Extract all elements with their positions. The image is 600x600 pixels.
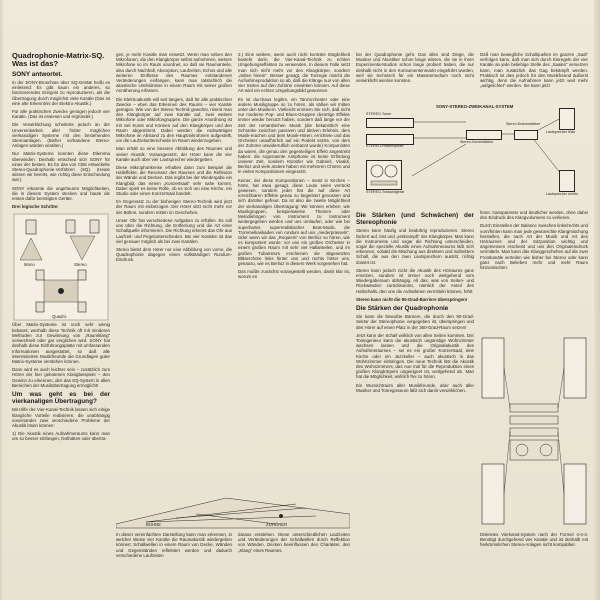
- power-amp-device: [514, 130, 538, 140]
- column-5-top: [480, 52, 588, 102]
- label-zuhoerer: ZUHÖRER: [266, 522, 288, 527]
- paragraph: Stereo kann häufig und beidohrig reproduzieren. Stereo fächert auf, löst und „entkrampft“ der Klangkörper. Man kann die Instrumente und sogar die Richtung unterscheiden, sogar die spezielle Akustik eines Aufnahmeraums läßt sich erkennen, sobald die Mischung aus direktem und indirektem Schall, die aus den zwei Lautsprechern austritt, richtig dosiert ist.: [356, 228, 474, 265]
- label-speaker-right: Lautsprecher rechts: [546, 192, 578, 196]
- column-1: [12, 52, 110, 592]
- label-tape: STEREO-Tonbandgerät: [366, 190, 404, 194]
- column-3: [238, 52, 350, 492]
- column-2: [116, 52, 232, 507]
- tape-reels-icon: [367, 161, 401, 189]
- paragraph: Daß man bewegliche Schallquellen im ganzen „Saal“ verfolgen kann, daß man sich durch Einregeln der vier Kanäle an jede beliebige Stelle des „Saales“ versetzen kann, man zusätzlich das Gag bekämpft werden. Praktisch ist dies jedoch für den Musikfreund äußerst wichtig, denn die Aufnahmen kann jetzt weit mehr „aufgelichtet“ werden. Sie kann jetzt: [480, 52, 588, 89]
- quad-system-figure: [480, 334, 588, 530]
- label-speaker-left: Lautsprecher links: [546, 130, 576, 134]
- stage-listener-figure: [116, 494, 350, 530]
- paragraph: Durch Einstellen der Balance zwischen links/rechts und vorn/hinten kann man jede gewünschte Klangmischung herstellen, die nach Art der Musik und Art des Hörraumes und der Sitzposition wichtig und angemessen erscheint und uns den Originaleindruck vermitteln. Man kann das Klanggeschehen auf die zwei Frontkanäle verteilen wie bisher bei Stereo oder kann ganz nach Belieben mehr und mehr Raum hinzumischen.: [480, 223, 588, 271]
- label-preamp: Stereo-Vorverstärker: [460, 140, 494, 144]
- paragraph: Die Verwirklichung scheiterte jedoch an der Unvereinbarkeit aller früher möglichen vierkanaligen Systeme mit den bestehenden Stereoanlagen. (Bisher vorhandene Stereo-Anlagen würden veralten.): [12, 122, 110, 149]
- paragraph: Man erhält so eine bessere Abbildung des Raumes und seiner Akustik. Vorausgesetzt, der Hörer kann die vier Kanäle auch über vier Lautsprecher wiedergeben.: [116, 146, 232, 162]
- quad-equipment-drawing: [480, 334, 588, 530]
- system-diagram: [356, 104, 590, 204]
- paragraph: Stereo kann nicht die 90-Grad-Barriere überspringen!: [356, 296, 468, 302]
- page-left-edge: [0, 0, 4, 600]
- paragraph: daraus entstehen. Diese unterschiedlichen Laufzeiten und Veränderungen der Schallwellen durch Reflektion von Wänden, Decken beeinflussen den Charakter, den „Klang“ eines Raumes.: [238, 532, 350, 553]
- paragraph: Unser Ohr hat verschiedene Aufgaben zu erfüllen. Es soll uns über die Richtung, die Entfernung und die Art einer Schallquelle informieren. Die Richtung erkennt das Ohr aus Laufzeit- und Pegelunterschieden. Bei vier Kanälen ist das viel genauer möglich als bei zwei Kanälen.: [116, 217, 232, 244]
- figure-caption: Drei logische Schritte:: [12, 204, 59, 210]
- column-4: [356, 210, 474, 595]
- column-5-bottom: [480, 532, 588, 594]
- paragraph: Die Elektroakustik will seit langem, daß für alle praktischen Zwecke – eben das Erkennen des Raums – vier Kanäle genügen. Wie von der Stereo-Technik gewohnt, nimmt man den Klangkörper auf zwei Kanäle auf, zwei weitere Mikrofone oder Mikrofongruppen. Die ganze Anordnung ist mit viel Kunst und Können auf den Klangkörper und den Raum abgestimmt. Dabei werden die rückwärtigen Mikrofone im Abstand zu den Hauptmikrofonen aufgestellt, um die Laufzeitunterschiede im Raum wiederzugeben.: [116, 96, 232, 144]
- paragraph: Diese Mikrophonkreise erhalten dann zum Beispiel die Halleffekte, die Resonanz des Raumes und die Reflexion der Wände und Decken. Das ergibt bei der Wiedergabe ein Klangbild, das einem „Konzertsaal“ sehr nahe kommt. Dabei spielt es keine Rolle, ob es sich um eine Kirche, ein Studio oder einen Konzertsaal handelt.: [116, 165, 232, 197]
- column-5: [480, 210, 588, 330]
- heading-sony: SONY antwortet.: [12, 70, 63, 78]
- paragraph: SONY erkannte die ungeheuren Möglichkeiten, die in diesem System stecken und baute die ersten dafür benötigten Geräte.: [12, 185, 110, 202]
- paragraph: 1) Die Akustik eines Aufnahmeraums kann man um so besser einfangen, festhalten oder übertra-: [12, 431, 110, 442]
- label-mono: Mono: [24, 262, 35, 268]
- label-quadro: Quadro: [52, 314, 67, 320]
- column-2-bottom: [116, 532, 232, 594]
- paragraph: Diskretes Vierkanal-System nach der Formel 4-4-4. Benötigt durchgehend vier Kanäle und ist deshalb mit herkömmlichen Stereo-Anlagen nicht kompatibel.: [480, 532, 588, 548]
- label-tuner: STEREO-Tuner: [366, 112, 392, 116]
- label-buehne: BÜHNE: [146, 522, 162, 527]
- paragraph: Über Matrix-Systeme ist noch sehr wenig bekannt, weshalb diese Technik oft mit minderen Methoden zur Gewinnung von „Raumklang“ verwechselt oder gar verglichen wird. SONY hat deshalb diese Einführungsplatte mit umfassenden Informationen ausgestattet, so daß alle interessierten Musikfreunde die Grundlagen guter Matrix-Systeme verstehen können.: [12, 322, 110, 364]
- speaker-left: [559, 108, 575, 130]
- page-fold: [594, 0, 600, 600]
- preamp-device: [466, 130, 502, 140]
- paragraph: Stereo kann jedoch nicht die Akustik des Hörraums ganz ersetzen, sondern ist immer noch weitgehend vom Wiedergaberaum abhängig. All das, was von Seiten- und Rückwänden zurückkommt, nämlich der Anteil des Hallschalls, den uns die Aufnahmen vermitteln können, fehlt.: [356, 267, 474, 294]
- paragraph: gen, je mehr Kanäle man einsetzt. Wenn man neben den Mikrofonen, die den Klangkörper selbst aufnehmen, weitere Mikrofone so im Raum anordnet, so daß sie Raumanteile, also durch Nachhall, Absorption, Laufzeiten, Echos und alle weiteren Einflüsse des Raumes entstandenen Veränderungen einfangen, kann man tatsächlich die akustische Umfeldnisse in einem Raum mit seiner großen Annäherung erfassen.: [116, 52, 232, 94]
- heading-um-was: Um was geht es bei der vierkanaligen Übertragung?: [12, 390, 110, 406]
- paragraph: Im Gegensatz zu der bisherigen Stereo-Technik wird jetzt der Raum mit einbezogen. Der Hörer sitzt nicht mehr vor der Bühne, sondern mitten im Geschehen.: [116, 199, 232, 215]
- column-3-bottom: [238, 532, 350, 594]
- paragraph: Dann wird es auch leichter sein – zusätzlich zum Hören der hier gebotenen Klangbeispiele – den Gewinn zu erkennen, den das SQ-System in allen Bereichen der Musikübertragung ermöglicht!: [12, 367, 110, 388]
- paragraph: In der SONY-Broschüre über SQ-Geräte heißt es einleitend: Es gibt kaum ein anderes, so faszinierendes Ereignis zu reproduzieren, als die Übertragung durch möglichst viele Kanäle (Das ist eine alte Erkenntnis der Elektro-Akustik.): [12, 80, 110, 106]
- label-stereo: Stereo: [74, 262, 87, 268]
- paragraph: In dieser vereinfachten Darstellung kann man erkennen, in welcher Weise vier Kanäle die Raumakustik wiedergeben können: Schallwellen in einem Raum von Decke, Wänden und Gegenständen reflektiert werden und dadurch verschiedene Laufzeiten: [116, 532, 232, 558]
- paragraph: bei der Quadrophonie geht. Das alles sind Dinge, die Musiker und Akustiker schon lange wissen, die sie in ihren Experimentierstudios schon lange probiert haben, die nur deshalb nicht in den Konsumentenmarkt eingeführt wurden, weil sie technisch für ein Massenmedium noch nicht verwirklicht werden konnten.: [356, 52, 474, 84]
- tape-deck-device: [366, 160, 402, 190]
- paragraph: Keiner, der diese Kompositionen – meist in Kirchen – hörte, hat etwa gesagt, diese Leute seien verrückt gewesen, sondern jeder hat die auf diese Art erreichbaren Effekte genau so begeistert genossen und sich darüber gefreut. Da ist also die zweite Möglichkeit der vierkanaligen Übertragung: Wir können erleben, wie Musikgruppen, beispielsweise Themen oder Melodiebögen von Instrument zu Instrument weitergegeben werden und uns umlaufen, oder wie bei superharter, superrealistischer Beat-Musik, die Trommelkaskaden von rundum auf uns „niederprasseln“. Oder wenn wir das „Requiem“ von Berlioz so hören, wie es komponiert wurde: vor uns ein großes Orchester in einem großen Raum mit sehr viel Hallanteilen, und im großen Tubamirum erscheinen die abgesetzten Bläserchöre links hinter uns und rechts hinter uns, genauso, wie es Berlioz in diesem Werk vorgesehen hat.: [238, 177, 350, 266]
- paragraph: Jetzt kann der Schall wirklich von allen Seiten kommen. Der Toningenieur kann die akustisch ungünstige Wohnzimmer wachsen lassen und die Originalakustik des Aufnahmeraumes – sei es ein großer Konzertsaal, eine Kirche oder ein Jazzkeller – auch akustisch in das Wohnzimmer einbringen. Die neue Technik löst die Akustik des Wohnzimmers, das nun mal für die Reproduktion eines großen Klangkörpers ungeeignet ist, weitgehend ab. Man hat die Möglichkeit, wirklich frei zu hören.: [356, 332, 474, 380]
- heading-staerken-stereo: Die Stärken (und Schwächen) der Stereophonie: [356, 212, 474, 227]
- column-4-top: [356, 52, 474, 102]
- main-title: Quadrophonie-Matrix-SQ. Was ist das?: [12, 52, 105, 69]
- paragraph: Ein Wunschtraum aller Musikfreunde, aber auch aller Musiker und Tonregisseure läßt sich damit verwirklichen.: [356, 382, 474, 393]
- paragraph: Stereo bietet dem Hörer nur eine Abbildung von vorne, die Quadrophonie dagegen einen vollständigen Rundum-Eindruck.: [116, 246, 232, 263]
- speaker-right: [559, 170, 575, 192]
- paragraph: Für alle praktischen Zwecke genügen jedoch vier Kanäle. (Das ist erwiesen und ergründet.): [12, 109, 110, 120]
- heading-staerken-quadro: Die Stärken der Quadrophonie: [356, 305, 449, 313]
- paragraph: Das mußte zunächst vorangestellt werden, damit klar ist, worum es: [238, 269, 350, 280]
- three-steps-figure: [12, 212, 110, 322]
- paragraph: 2.) Eine weitere, wenn auch nicht konträre Möglichkeit besteht darin, die Vier-Kanal-Technik zu echten Umgebungseffekten zu verwenden. In diesem Falle setzt man sich nicht mehr vor den Klangkörper, sondern „mitten hinein“. Besser gesagt, die Tonregie mischt die Aufnahmeproduktion so ab, daß die Klänge nun von allen vier Seiten auf den Zuhörer einwirken können. Auf diese Art wird ein echtes Umgebungsbild gewonnen.: [238, 52, 350, 94]
- paragraph: Nur Matrix-Systeme konnten diese Dilemma überwinden. Deshalb entschied sich SONY für eines der besten. Es für das von CBS entwickelte Stereo-Quadrophonie-Verfahren (SQ). (Heute wissen wir bereits, wie richtig diese Entscheidung war.): [12, 151, 110, 183]
- diagram-title: SONY-STEREO-ZWEIKANAL-SYSTEM: [436, 104, 514, 109]
- paragraph: Es ist durchaus legitim, ein Tanzorchester oder eine andere Musikgruppe so zu hören, als säßen wir mitten unter den Musikern. Vielleicht erinnern Sie sich, daß nicht nur moderne Pop- und Blues-Gruppen derartige Effekte immer wieder benutzt haben, sondern daß lange vor der Zeit der romantischen Musik (die bekanntlich eine Schranke zwischen passiven und aktiven Erlebnis, dem Musik-machen und dem Musik-Hören, errichtete und das Orchester unaufhörlich auf ein Podest setzte, von dem der Zuhörer unwiderruflich verbannt wurde) Komponisten da waren, die genau den gegenteiligen Effekt angestrebt haben: die sogenannte Antiphonie ist keine Erfindung unserer Zeit, sondern Künstler wie Gabrieli, Vivaldi, Berlioz und viele andere haben mit mehreren Chören und in vielen Kompositionen eingesetzt.: [238, 96, 350, 175]
- stereo-tuner-device: [366, 118, 414, 128]
- label-turntable: STEREO-Plattenspieler: [366, 144, 404, 148]
- paragraph: Mit Hilfe der Vier-Kanal-Technik lassen sich einige klangliche Vorteile realisieren, die unabhängig voneinander zwei verschiedene Probleme der Akustik lösen können:: [12, 407, 110, 428]
- paragraph: Sie kann die bewußte Barriere, die durch den 90-Grad-Sektor der Stereophonie vorgegeben ist, überspringen und den Hörer auf einen Platz in der 360-Grad-Raum setzen!: [356, 314, 474, 330]
- label-power-amp: Stereo-Endverstärker: [506, 122, 541, 126]
- paragraph: fener, transparenter und deutlicher werden, ohne dabei den Eindruck des Klangvolumens zu verlieren.: [480, 210, 588, 221]
